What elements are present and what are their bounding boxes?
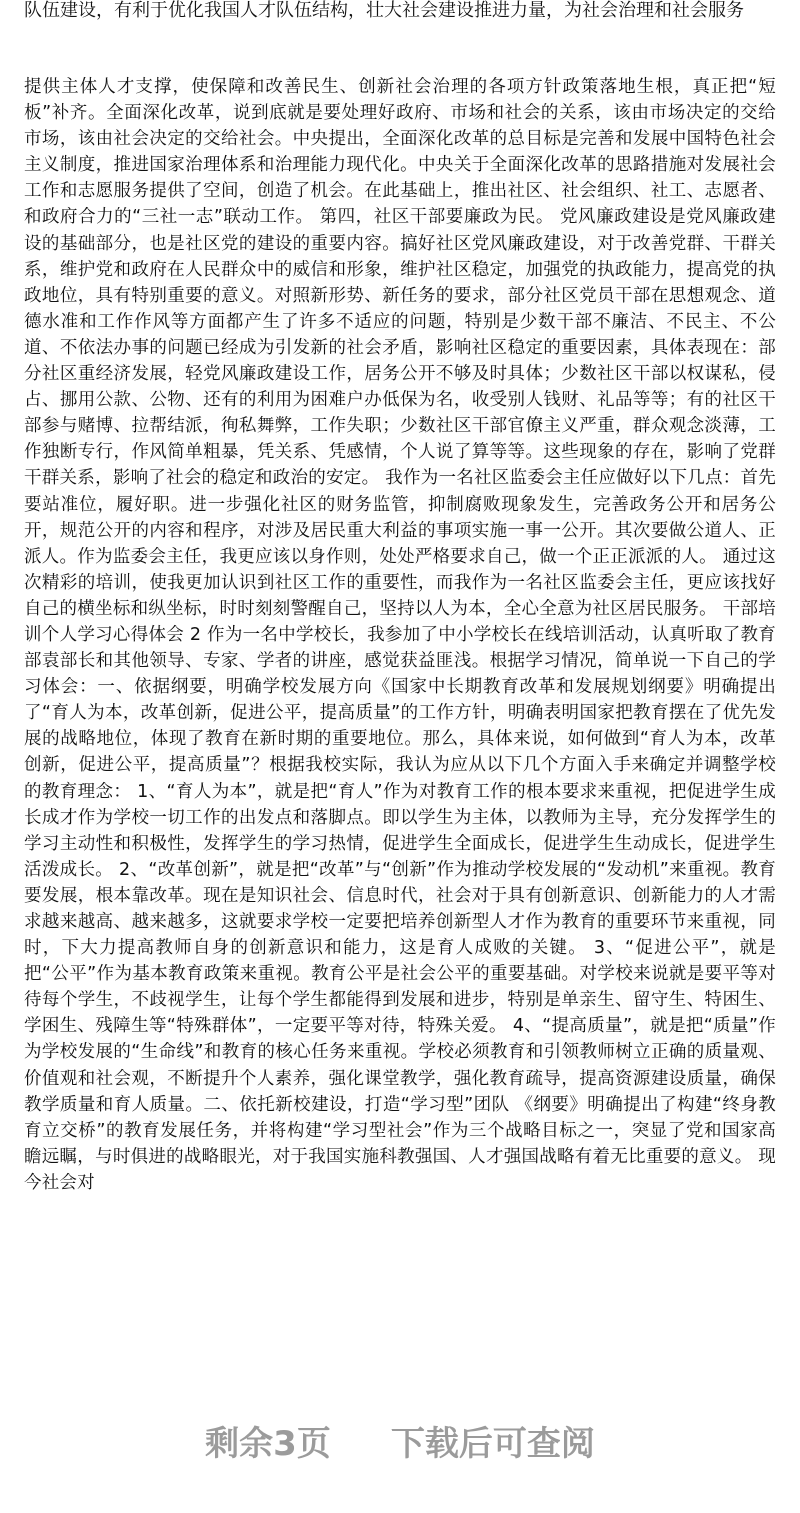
document-body: 提供主体人才支撑，使保障和改善民生、创新社会治理的各项方针政策落地生根，真正把“短板”补齐。全面深化改革，说到底就是要处理好政府、市场和社会的关系，该由市场决定的交给市场，该由社会决定的交给社会。中央提出，全面深化改革的总目标是完善和发展中国特色社会主义制度，推进国家治理体系和治理能力现代化。中央关于全面深化改革的思路措施对发展社会工作和志愿服务提供了空间，创造了机会。在此基础上，推出社区、社会组织、社工、志愿者、和政府合力的“三社一志”联动工作。 第四，社区干部要廉政为民。 党风廉政建设是党风廉政建设的基础部分，也是社区党的建设的重要内容。搞好社区党风廉政建设，对于改善党群、干群关系，维护党和政府在人民群众中的威信和形象，维护社区稳定，加强党的执政能力，提高党的执政地位，具有特别重要的意义。对照新形势、新任务的要求，部分社区党员干部在思想观念、道德水准和工作作风等方面都产生了许多不适应的问题，特别是少数干部不廉洁、不民主、不公道、不依法办事的问题已经成为引发新的社会矛盾，影响社区稳定的重要因素，具体表现在：部分社区重经济发展，轻党风廉政建设工作，居务公开不够及时具体；少数社区干部以权谋私，侵占、挪用公款、公物、还有的利用为困难户办低保为名，收受别人钱财、礼品等等；有的社区干部参与赌博、拉帮结派，徇私舞弊，工作失职；少数社区干部官僚主义严重，群众观念淡薄，工作独断专行，作风简单粗暴，凭关系、凭感情，个人说了算等等。这些现象的存在，影响了党群干群关系，影响了社会的稳定和政治的安定。 我作为一名社区监委会主任应做好以下几点：首先要站准位，履好职。进一步强化社区的财务监管，抑制腐败现象发生，完善政务公开和居务公开，规范公开的内容和程序，对涉及居民重大利益的事项实施一事一公开。其次要做公道人、正派人。作为监委会主任，我更应该以身作则，处处严格要求自己，做一个正正派派的人。 通过这次精彩的培训，使我更加认识到社区工作的重要性，而我作为一名社区监委会主任，更应该找好自己的横坐标和纵坐标，时时刻刻警醒自己，坚持以人为本，全心全意为社区居民服务。 干部培训个人学习心得体会 2 作为一名中学校长，我参加了中小学校长在线培训活动，认真听取了教育部袁部长和其他领导、专家、学者的讲座，感觉获益匪浅。根据学习情况，简单说一下自己的学习体会：一、依据纲要，明确学校发展方向《国家中长期教育改革和发展规划纲要》明确提出了“育人为本，改革创新，促进公平，提高质量”的工作方针，明确表明国家把教育摆在了优先发展的战略地位，体现了教育在新时期的重要地位。那么，具体来说，如何做到“育人为本，改革创新，促进公平，提高质量”？根据我校实际，我认为应从以下几个方面入手来确定并调整学校的教育理念： 1、“育人为本”，就是把“育人”作为对教育工作的根本要求来重视，把促进学生成长成才作为学校一切工作的出发点和落脚点。即以学生为主体，以教师为主导，充分发挥学生的学习主动性和积极性，发挥学生的学习热情，促进学生全面成长，促进学生生动成长，促进学生活泼成长。 2、“改革创新”，就是把“改革”与“创新”作为推动学校发展的“发动机”来重视。教育要发展，根本靠改革。现在是知识社会、信息时代，社会对于具有创新意识、创新能力的人才需求越来越高、越来越多，这就要求学校一定要把培养创新型人才作为教育的重要环节来重视，同时，下大力提高教师自身的创新意识和能力，这是育人成败的关键。 3、“促进公平”，就是把“公平”作为基本教育政策来重视。教育公平是社会公平的重要基础。对学校来说就是要平等对待每个学生，不歧视学生，让每个学生都能得到发展和进步，特别是单亲生、留守生、特困生、学困生、残障生等“特殊群体”，一定要平等对待，特殊关爱。 4、“提高质量”，就是把“质量”作为学校发展的“生命线”和教育的核心任务来重视。学校必须教育和引领教师树立正确的质量观、价值观和社会观，不断提升个人素养，强化课堂教学，强化教育疏导，提高资源建设质量，确保教学质量和育人质量。二、依托新校建设，打造“学习型”团队 《纲要》明确提出了构建“终身教育立交桥”的教育发展任务，并将构建“学习型社会”作为三个战略目标之一，突显了党和国家高瞻远瞩，与时俱进的战略眼光，对于我国实施科教强国、人才强国战略有着无比重要的意义。 现今社会对 <box>24 77 776 1193</box>
document-top-line: 队伍建设，有利于优化我国人才队伍结构，壮大社会建设推进力量，为社会治理和社会服务 <box>24 0 744 21</box>
download-notice[interactable] <box>0 1418 800 1462</box>
remaining-pages-label: 剩余3页 <box>205 1423 331 1464</box>
download-to-view-label: 下载后可查阅 <box>390 1423 595 1464</box>
